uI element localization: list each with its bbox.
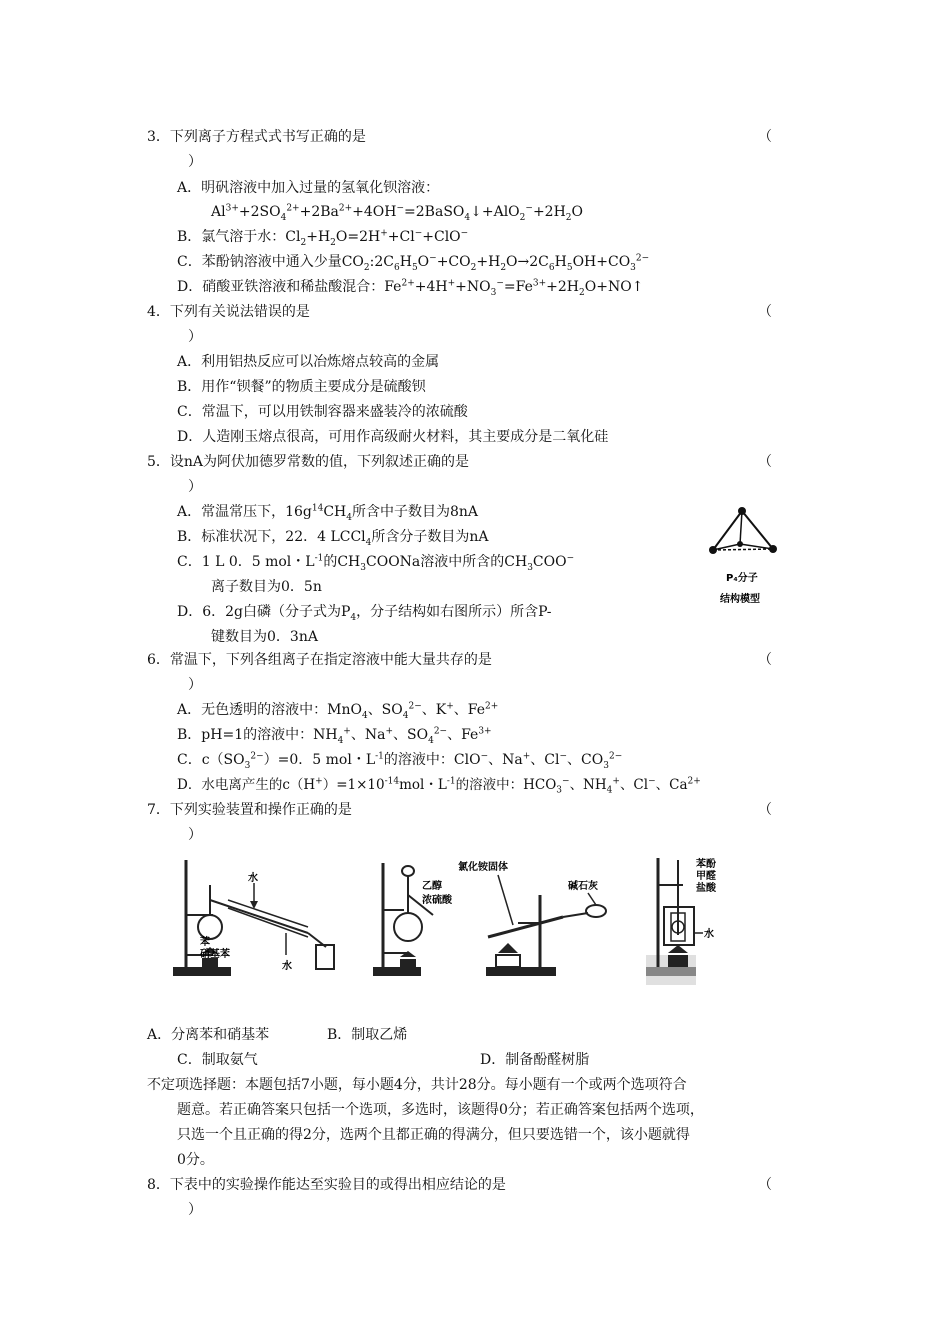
q6-option-a: A．无色透明的溶液中：MnO$_4$、$SO_4^{2-}$、K+、$Fe^{2+}$: [177, 701, 499, 721]
fig1-label-water-top: 水: [248, 873, 258, 884]
section-instruction-line-3: 只选一个且正确的得2分，选两个且都正确的得满分，但只要选错一个，该小题就得: [177, 1127, 690, 1143]
q5-option-c-continued: 离子数目为0．5n: [211, 579, 322, 595]
p4-atom: [769, 545, 777, 553]
q8-answer-paren-close: ）: [188, 1202, 202, 1218]
fig2-label-acid: 浓硫酸: [422, 895, 452, 906]
p4-atom: [737, 541, 743, 547]
apparatus-ammonia: [458, 860, 606, 976]
q8-answer-paren-open: （: [758, 1177, 772, 1193]
apparatus-resin: [646, 857, 717, 985]
q5-answer-paren-close: ）: [188, 479, 202, 495]
q6-stem: 6．常温下，下列各组离子在指定溶液中能大量共存的是: [147, 652, 492, 668]
q7-answer-paren-open: （: [758, 802, 772, 818]
q7-answer-paren-close: ）: [188, 827, 202, 843]
fig3-label-solid: 氯化铵固体: [458, 862, 508, 873]
q3-option-a-equation: $Al^{3+}+2SO_4^{2+}+2Ba^{2+}+4OH^-=2BaSO_4↓+AlO_2^-+2H_2O$: [211, 203, 584, 223]
fig3-label-soda-lime: 碱石灰: [568, 881, 598, 892]
q3-option-b: B．氯气溶于水：$Cl_2+H_2O=2H^++Cl^-+ClO^-$: [177, 228, 469, 248]
q6-option-b: B．pH=1的溶液中：$NH_4^+$、Na+、$SO_4^{2-}$、$Fe^{3+}$: [177, 726, 492, 746]
q3-option-d: D．硝酸亚铁溶液和稀盐酸混合：$Fe^{2+}+4H^++NO_3^-=Fe^{3+}+2H_2O+NO↑$: [177, 278, 644, 298]
apparatus-distillation: [173, 860, 334, 976]
p4-atom: [738, 507, 746, 515]
p4-label-1: P₄分子: [726, 573, 758, 584]
q5-answer-paren-open: （: [758, 454, 772, 470]
q7-option-a: A．分离苯和硝基苯: [147, 1027, 270, 1043]
section-instruction-line-1: 不定项选择题：本题包括7小题，每小题4分，共计28分。每小题有一个或两个选项符合: [147, 1077, 687, 1093]
section-instruction-line-2: 题意。若正确答案只包括一个选项，多选时，该题得0分；若正确答案包括两个选项，: [177, 1102, 704, 1118]
q7-apparatus-figure: [168, 855, 738, 985]
q4-option-a: A．利用铝热反应可以冶炼熔点较高的金属: [177, 354, 440, 370]
q6-option-c: C．$c(SO_3^{2-})=0$．5 mol・$L^{-1}$的溶液中：ClO−、Na+、Cl−、$CO_3^{2-}$: [177, 751, 623, 771]
q4-stem: 4．下列有关说法错误的是: [147, 304, 310, 320]
q7-option-c: C．制取氨气: [177, 1052, 258, 1068]
q3-option-a: A．明矾溶液中加入过量的氢氧化钡溶液：: [177, 180, 440, 196]
fig1-label-water-bottom: 水: [282, 961, 292, 972]
fig2-label-ethanol: 乙醇: [422, 881, 442, 892]
fig4-label-phenol: 苯酚: [696, 859, 716, 870]
q6-answer-paren-open: （: [758, 652, 772, 668]
q5-option-d: D．6．2g白磷（分子式为$P_4$，分子结构如右图所示）所含P-: [177, 604, 552, 623]
fig4-label-hcl: 盐酸: [696, 883, 716, 894]
q3-stem: 3．下列离子方程式式书写正确的是: [147, 129, 366, 145]
q5-stem: 5．设nA为阿伏加德罗常数的值，下列叙述正确的是: [147, 454, 470, 470]
q7-option-b: B．制取乙烯: [327, 1027, 408, 1043]
p4-atom: [709, 546, 717, 554]
section-instruction-line-4: 0分。: [177, 1152, 214, 1168]
q4-answer-paren-close: ）: [188, 329, 202, 345]
q4-option-c: C．常温下，可以用铁制容器来盛装冷的浓硫酸: [177, 404, 468, 420]
q5-option-d-continued: 键数目为0．3nA: [211, 629, 318, 645]
q6-option-d: D．水电离产生的$c(H^+)=1\times 10^{-14}mol$・$L^{-1}$的溶液中：$HCO_3^-$、$NH_4^+$、Cl−、$Ca^{2+}$: [177, 776, 701, 796]
q7-option-d: D．制备酚醛树脂: [480, 1052, 590, 1068]
q8-stem: 8．下表中的实验操作能达至实验目的或得出相应结论的是: [147, 1177, 506, 1193]
fig4-label-formaldehyde: 甲醛: [696, 871, 716, 882]
q6-answer-paren-close: ）: [188, 677, 202, 693]
q4-answer-paren-open: （: [758, 304, 772, 320]
q5-option-c: C．1 L 0．5 mol・$L^{-1}$的$CH_3COONa$溶液中所含的$CH_3COO^-$: [177, 553, 575, 573]
apparatus-ethylene: [373, 863, 453, 976]
p4-label-2: 结构模型: [720, 594, 760, 605]
q3-answer-paren-close: ）: [188, 154, 202, 170]
q5-option-a: A．常温常压下，$16g^{14}CH_4$所含中子数目为8nA: [177, 503, 479, 523]
fig1-label-benzene: 苯: [200, 937, 210, 948]
q3-option-c: C．苯酚钠溶液中通入少量$CO_2:2C_6H_5O^-+CO_2+H_2O\to 2C_6H_5OH+CO_3^{2-}$: [177, 253, 650, 273]
q5-option-b: B．标准状况下，22．4 LCCl$_4$所含分子数目为nA: [177, 529, 489, 548]
fig4-label-water: 水: [704, 929, 714, 940]
q3-answer-paren-open: （: [758, 129, 772, 145]
q4-option-b: B．用作“钡餐”的物质主要成分是硫酸钡: [177, 379, 426, 395]
p4-structure-figure: [700, 503, 790, 613]
fig1-label-nitrobenzene: 硝基苯: [200, 949, 230, 960]
q4-option-d: D．人造刚玉熔点很高，可用作高级耐火材料，其主要成分是二氧化硅: [177, 429, 609, 445]
q7-stem: 7．下列实验装置和操作正确的是: [147, 802, 352, 818]
